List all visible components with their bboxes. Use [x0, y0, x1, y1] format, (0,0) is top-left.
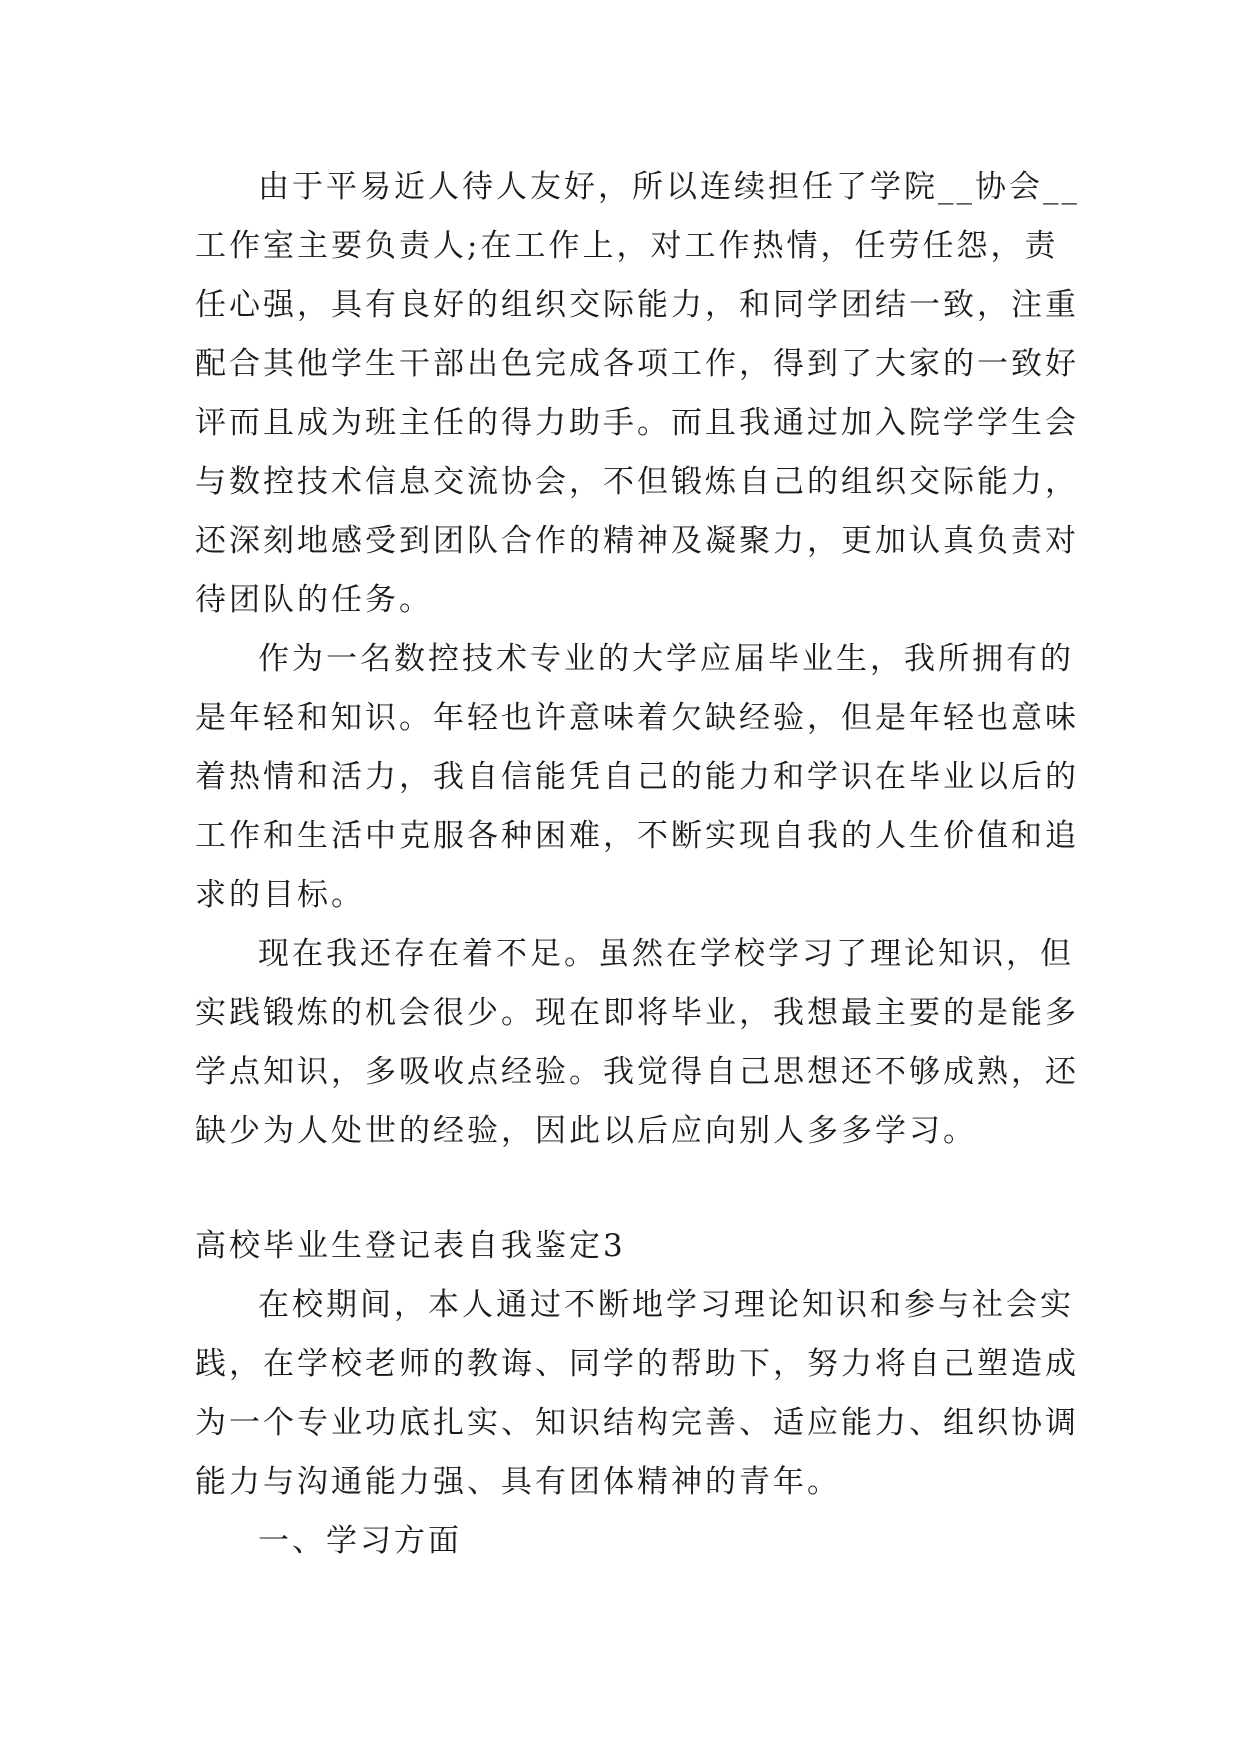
text-line: 为一个专业功底扎实、知识结构完善、适应能力、组织协调: [195, 1405, 1079, 1441]
text-line: 学点知识，多吸收点经验。我觉得自己思想还不够成熟，还: [195, 1054, 1079, 1090]
text-line: 缺少为人处世的经验，因此以后应向别人多多学习。: [195, 1113, 977, 1149]
text-line: 配合其他学生干部出色完成各项工作，得到了大家的一致好: [195, 346, 1079, 382]
section-heading: 高校毕业生登记表自我鉴定3: [195, 1228, 626, 1264]
text-line: 是年轻和知识。年轻也许意味着欠缺经验，但是年轻也意味: [195, 700, 1079, 736]
text-line: 待团队的任务。: [195, 582, 433, 618]
text-line: 在校期间，本人通过不断地学习理论知识和参与社会实: [258, 1287, 1074, 1323]
text-line: 工作和生活中克服各种困难，不断实现自我的人生价值和追: [195, 818, 1079, 854]
text-line: 着热情和活力，我自信能凭自己的能力和学识在毕业以后的: [195, 759, 1079, 795]
text-line: 工作室主要负责人;在工作上，对工作热情，任劳任怨，责: [195, 228, 1059, 264]
text-line: 与数控技术信息交流协会，不但锻炼自己的组织交际能力，: [195, 464, 1079, 500]
text-line: 还深刻地感受到团队合作的精神及凝聚力，更加认真负责对: [195, 523, 1079, 559]
text-line: 由于平易近人待人友好，所以连续担任了学院__协会__: [258, 169, 1080, 205]
subsection-heading: 一、学习方面: [258, 1523, 462, 1559]
text-line: 求的目标。: [195, 877, 365, 913]
text-line: 能力与沟通能力强、具有团体精神的青年。: [195, 1464, 841, 1500]
text-line: 践，在学校老师的教诲、同学的帮助下，努力将自己塑造成: [195, 1346, 1079, 1382]
text-line: 作为一名数控技术专业的大学应届毕业生，我所拥有的: [258, 641, 1074, 677]
text-line: 任心强，具有良好的组织交际能力，和同学团结一致，注重: [195, 287, 1079, 323]
text-line: 现在我还存在着不足。虽然在学校学习了理论知识，但: [258, 936, 1074, 972]
text-line: 实践锻炼的机会很少。现在即将毕业，我想最主要的是能多: [195, 995, 1079, 1031]
text-line: 评而且成为班主任的得力助手。而且我通过加入院学学生会: [195, 405, 1079, 441]
